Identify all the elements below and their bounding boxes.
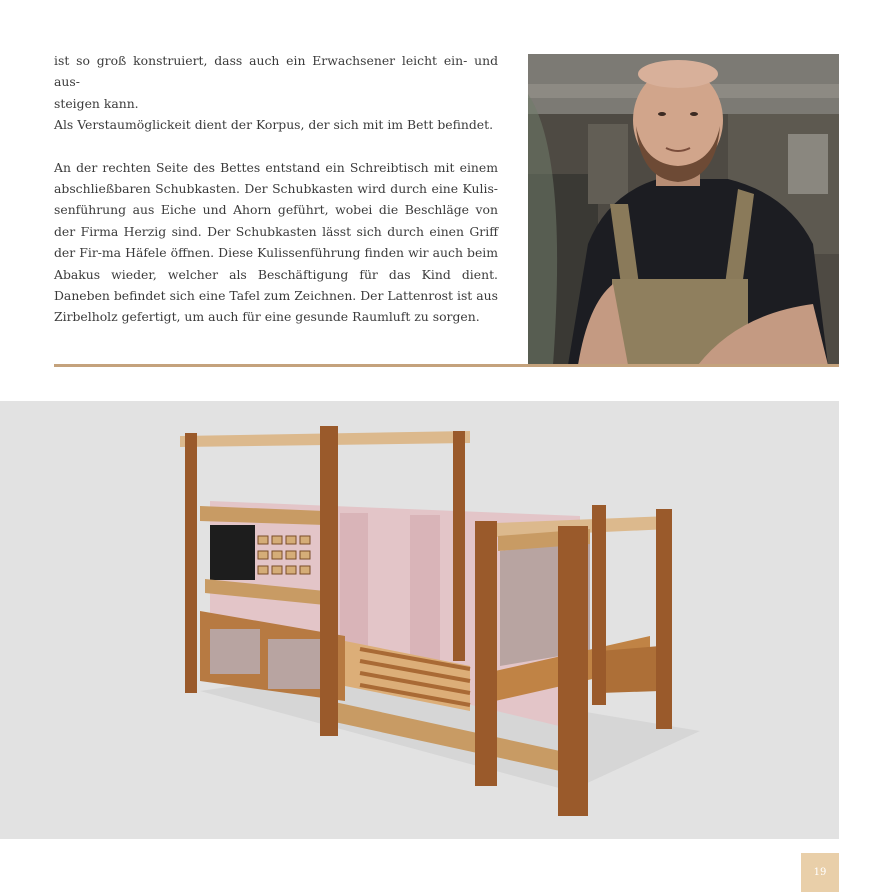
bed-illustration <box>0 401 839 839</box>
page-number: 19 <box>801 853 839 892</box>
paragraph-desk: An der rechten Seite des Bettes entstand ein Schreibtisch mit einem abschließbaren Schubkasten. Der Schubkasten wird durch eine Kulis-senführung aus Eiche und Ahorn geführt, wobei die Beschläge von der Firma Herzig sind. Der Schubkasten lässt sich durch einen Griff der Fir-ma Häfele öffnen. Diese Kulissenführung finden wir auch beim Abakus wieder, welcher als Beschäftigung für das Kind dient. Daneben befindet sich eine Tafel zum Zeichnen. Der Lattenrost ist aus Zirbelholz gefertigt, um auch für eine gesunde Raumluft zu sorgen. <box>54 159 498 325</box>
portrait-illustration <box>528 54 839 365</box>
paragraph-storage: Als Verstaumöglickeit dient der Korpus, der sich mit im Bett befindet. <box>54 117 494 133</box>
bed-photo <box>0 401 839 839</box>
paragraph-line: steigen kann. <box>54 95 139 111</box>
body-text <box>54 50 498 328</box>
paragraph-continued <box>54 50 498 114</box>
portrait-photo <box>528 54 839 365</box>
paragraph-line: ist so groß konstruiert, dass auch ein Erwachsener leicht ein- und aus- <box>54 53 498 90</box>
accent-divider <box>54 364 839 367</box>
